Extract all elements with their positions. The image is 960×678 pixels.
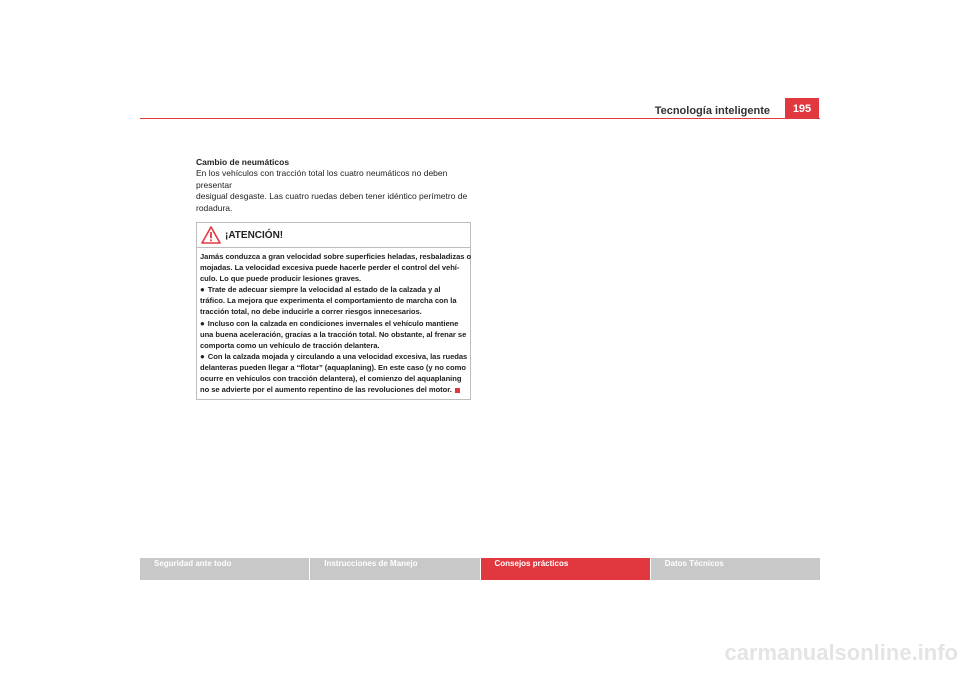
bullet-icon: ● [200, 285, 205, 295]
warning-line: delanteras pueden llegar a “flotar” (aquaplaning). En este caso (y no como [200, 362, 466, 372]
warning-line: Con la calzada mojada y circulando a una velocidad excesiva, las ruedas [207, 351, 468, 361]
section-heading: Cambio de neumáticos [196, 157, 290, 167]
header-divider [140, 118, 820, 119]
bullet-icon: ● [200, 318, 205, 328]
warning-bullet [200, 284, 467, 317]
body-line: desigual desgaste. Las cuatro ruedas deben tener idéntico perímetro de [196, 191, 468, 201]
warning-header [197, 223, 470, 248]
warning-line: Incluso con la calzada en condiciones invernales el vehículo mantiene [207, 318, 459, 328]
warning-line: tráfico. La mejora que experimenta el comportamiento de marcha con la [200, 296, 457, 306]
end-of-section-icon [455, 388, 460, 393]
tab-seguridad[interactable]: Seguridad ante todo [140, 558, 309, 580]
warning-line: comporta como un vehículo de tracción delantera. [200, 340, 380, 350]
section-body [196, 168, 471, 214]
warning-line: mojadas. La velocidad excesiva puede hacerle perder el control del vehí- [200, 263, 460, 273]
warning-bullet [200, 351, 467, 395]
warning-line: tracción total, no debe inducirle a correr riesgos innecesarios. [200, 307, 422, 317]
watermark: carmanualsonline.info [724, 640, 958, 665]
warning-line: Trate de adecuar siempre la velocidad al estado de la calzada y al [207, 285, 441, 295]
tab-datos-tecnicos[interactable]: Datos Técnicos [650, 558, 820, 580]
body-line: En los vehículos con tracción total los cuatro neumáticos no deben presentar [196, 168, 448, 190]
warning-line: Jamás conduzca a gran velocidad sobre superficies heladas, resbaladizas o [200, 252, 472, 261]
warning-intro [200, 251, 472, 284]
warning-box [196, 222, 471, 400]
warning-line: una buena aceleración, gracias a la tracción total. No obstante, al frenar se [200, 329, 467, 339]
warning-triangle-icon [201, 226, 221, 244]
chapter-title: Tecnología inteligente [654, 105, 770, 117]
main-content [196, 156, 471, 400]
body-line: rodadura. [196, 202, 233, 213]
warning-line: culo. Lo que puede producir lesiones graves. [200, 274, 362, 284]
page-number-badge: 195 [785, 98, 819, 118]
warning-title: ¡ATENCIÓN! [225, 229, 284, 241]
tab-instrucciones[interactable]: Instrucciones de Manejo [309, 558, 479, 580]
warning-body [197, 248, 470, 399]
warning-line: ocurre en vehículos con tracción delantera), el comienzo del aquaplaning [200, 374, 462, 384]
bullet-icon: ● [200, 351, 205, 361]
warning-bullet [200, 318, 467, 351]
footer-navigation [140, 558, 820, 580]
tab-consejos[interactable]: Consejos prácticos [480, 558, 650, 580]
warning-line: no se advierte por el aumento repentino de las revoluciones del motor. [200, 385, 452, 395]
